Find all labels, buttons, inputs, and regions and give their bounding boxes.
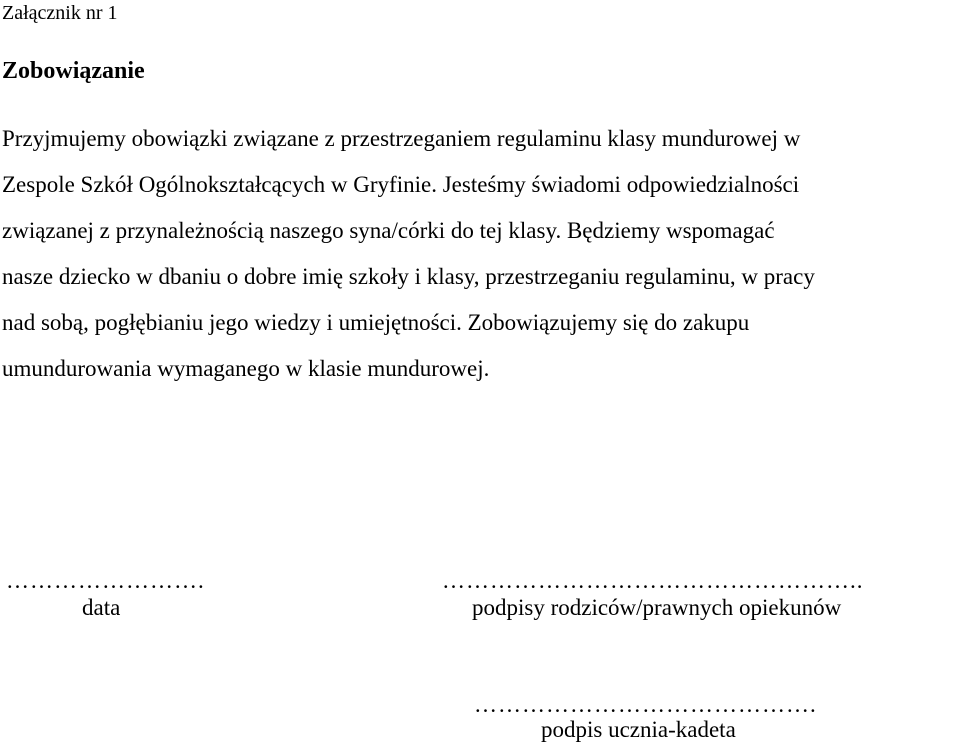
student-signature-label: podpis ucznia-kadeta (541, 717, 736, 742)
paragraph-line: umundurowania wymaganego w klasie mundurowej. (2, 356, 490, 381)
annex-label: Załącznik nr 1 (2, 2, 118, 24)
date-label: data (82, 595, 121, 620)
document-title: Zobowiązanie (2, 58, 145, 84)
paragraph-line: Zespole Szkół Ogólnokształcących w Gryfinie. Jesteśmy świadomi odpowiedzialności (2, 172, 800, 197)
paragraph-line: nasze dziecko w dbaniu o dobre imię szkoły i klasy, przestrzeganiu regulaminu, w pracy (2, 264, 815, 289)
parents-signature-line: …………………………………………….. (442, 568, 864, 593)
paragraph-line: Przyjmujemy obowiązki związane z przestrzeganiem regulaminu klasy mundurowej w (2, 126, 801, 151)
commitment-paragraph (2, 116, 960, 392)
date-signature-line: ……………………. (6, 568, 205, 593)
paragraph-line: związanej z przynależnością naszego syna/córki do tej klasy. Będziemy wspomagać (2, 218, 775, 243)
student-signature-line: ……………………………………. (474, 692, 817, 717)
parents-signature-label: podpisy rodziców/prawnych opiekunów (472, 595, 842, 620)
paragraph-line: nad sobą, pogłębianiu jego wiedzy i umiejętności. Zobowiązujemy się do zakupu (2, 310, 750, 335)
